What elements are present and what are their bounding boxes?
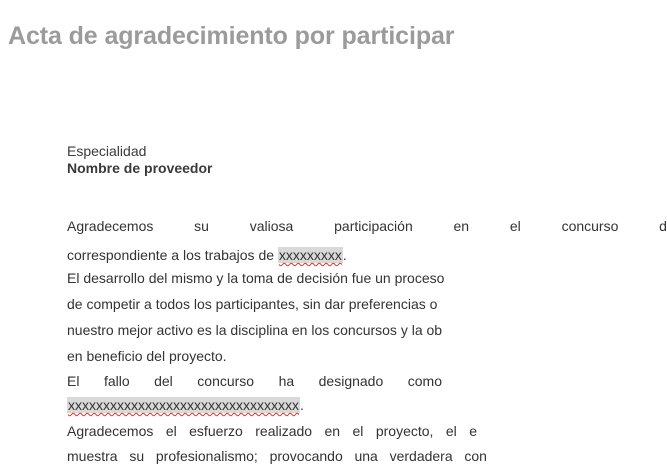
p2-line-4: en beneficio del proyecto. — [67, 348, 227, 364]
vendor-name-label: Nombre de proveedor — [67, 160, 213, 176]
placeholder-field[interactable]: xxxxxxxxx — [278, 247, 342, 263]
winner-placeholder-field[interactable]: xxxxxxxxxxxxxxxxxxxxxxxxxxxxxxxxx — [68, 397, 299, 413]
p4-line-1: Agradecemos el esfuerzo realizado en el proyecto, el e — [67, 423, 477, 439]
p3-line-1: El fallo del concurso ha designado como — [67, 373, 442, 389]
p1-line-1: Agradecemos su valiosa participación en el concurso d — [67, 218, 667, 234]
p3-line-2: xxxxxxxxxxxxxxxxxxxxxxxxxxxxxxxxx. — [68, 397, 304, 413]
p4-line-2: muestra su profesionalismo; provocando una verdadera con — [67, 448, 487, 464]
p1-line-2: correspondiente a los trabajos de xxxxxxxxx. — [67, 247, 347, 263]
p2-line-3: nuestro mejor activo es la disciplina en los concursos y la ob — [67, 322, 443, 338]
document-title: Acta de agradecimiento por participar — [8, 22, 455, 50]
specialty-label: Especialidad — [67, 143, 147, 159]
recipient-block — [67, 143, 212, 177]
p2-line-1: El desarrollo del mismo y la toma de decisión fue un proceso — [67, 270, 445, 286]
p2-line-2: de competir a todos los participantes, sin dar preferencias o — [67, 296, 438, 312]
